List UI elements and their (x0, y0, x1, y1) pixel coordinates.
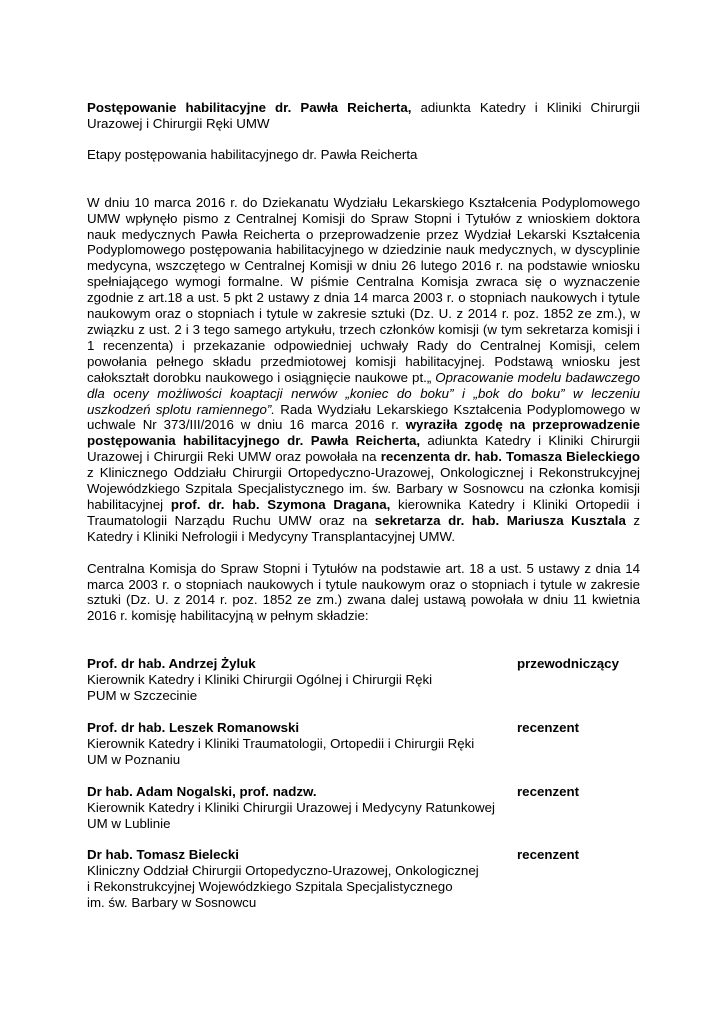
member-name: Dr hab. Tomasz Bielecki (87, 847, 239, 863)
p1-text-2: Rada Wydziału Lekarskiego Kształcenia Podyplomowego w uchwale Nr 373/III/2016 w dniu 16 marca 2016 r. (87, 401, 640, 433)
member-affiliation-line: i Rekonstrukcyjnej Wojewódzkiego Szpitala Specjalistycznego (87, 879, 453, 895)
p1-text-1: W dniu 10 marca 2016 r. do Dziekanatu Wydziału Lekarskiego Kształcenia Podyplomowego UMW wpłynęło pismo z Centralnej Komisji do Spraw Stopni i Tytułów z wnioskiem doktora nauk medycznych Pawła Reicherta o przeprowadzenie przez Wydział Lekarski Kształcenia Podyplomowego postępowania habilitacyjnego w dziedzinie nauk medycznych, w dyscyplinie medycyna, wszczętego w Centralnej Komisji w dniu 26 lutego 2016 r. na podstawie wniosku spełniającego wymogi formalne. W piśmie Centralna Komisja zwraca się o wyznaczenie zgodnie z art.18 a ust. 5 pkt 2 ustawy z dnia 14 marca 2003 r. o stopniach naukowych i tytule naukowym oraz o stopniach i tytule w zakresie sztuki (Dz. U. z 2014 r. poz. 1852 ze zm.), w związku z ust. 2 i 3 tego samego artykułu, trzech członków komisji (w tym sekretarza komisji i 1 recenzenta) i przekazanie odpowiedniej uchwały Rady do Centralnej Komisji, celem powołania pełnego składu przedmiotowej komisji habilitacyjnej. Podstawą wniosku jest całokształt dorobku naukowego i osiągnięcie naukowe pt.„ (87, 194, 640, 385)
member-name: Dr hab. Adam Nogalski, prof. nadzw. (87, 783, 317, 799)
p1-bold-member: prof. dr. hab. Szymona Dragana, (170, 496, 391, 512)
document-page (87, 100, 640, 927)
member-info (87, 720, 517, 768)
member-affiliation-line: Kierownik Katedry i Kliniki Traumatologii, Ortopedii i Chirurgii Ręki (87, 735, 475, 751)
member-info (87, 656, 517, 704)
member-role: recenzent (517, 783, 580, 799)
committee-member (87, 720, 640, 768)
title-bold: Postępowanie habilitacyjne dr. Pawła Reicherta, (87, 100, 412, 115)
p1-bold-secretary: sekretarza dr. hab. Mariusza Kusztala (374, 512, 626, 528)
member-affiliation-line: UM w Poznaniu (87, 751, 181, 767)
member-name: Prof. dr hab. Andrzej Żyluk (87, 656, 256, 672)
title-rest: adiunkta Katedry i Kliniki Chirurgii Urazowej i Chirurgii Ręki UMW (87, 100, 641, 131)
member-affiliation-line: Kierownik Katedry i Kliniki Chirurgii Urazowej i Medycyny Ratunkowej (87, 799, 495, 815)
p1-italic-title: Opracowanie modelu badawczego dla oceny możliwości koaptacji nerwów „koniec do boku” i „bok do boku” w leczeniu uszkodzeń splotu ramiennego”. (87, 369, 640, 417)
member-affiliation-line: Kierownik Katedry i Kliniki Chirurgii Ogólnej i Chirurgii Ręki (87, 672, 433, 688)
main-paragraph (87, 195, 640, 545)
member-role: recenzent (517, 720, 580, 735)
p1-bold-consent: wyraziła zgodę na przeprowadzenie postępowania habilitacyjnego dr. Pawła Reicherta, (87, 417, 640, 449)
committee-member (87, 784, 640, 832)
p1-bold-reviewer: recenzenta dr. hab. Tomasza Bieleckiego (380, 449, 640, 465)
document-title (87, 100, 640, 132)
member-name: Prof. dr hab. Leszek Romanowski (87, 720, 300, 735)
member-info (87, 784, 517, 832)
p1-text-6: z Katedry i Kliniki Nefrologii i Medycyny Transplantacyjnej UMW. (87, 512, 641, 544)
second-paragraph: Centralna Komisja do Spraw Stopni i Tytułów na podstawie art. 18 a ust. 5 ustawy z dnia 14 marca 2003 r. o stopniach naukowych i tytule naukowym oraz o stopniach i tytule w zakresie sztuki (Dz. U. z 2014 r. poz. 1852 ze zm.) zwana dalej ustawą powołała w dniu 11 kwietnia 2016 r. komisję habilitacyjną w pełnym składzie: (87, 560, 640, 624)
member-affiliation-line: im. św. Barbary w Sosnowcu (87, 895, 257, 911)
member-info (87, 847, 517, 911)
committee-member (87, 656, 640, 704)
committee-list (87, 656, 640, 911)
p1-text-4: z Klinicznego Oddziału Chirurgii Ortopedyczno-Urazowej, Onkologicznej i Rekonstrukcyjnej Wojewódzkiego Szpitala Specjalistycznego im. św. Barbary w Sosnowcu na członka komisji habilitacyjnej (87, 465, 640, 512)
member-affiliation-line: Kliniczny Oddział Chirurgii Ortopedyczno-Urazowej, Onkologicznej (87, 863, 479, 879)
stages-heading: Etapy postępowania habilitacyjnego dr. Pawła Reicherta (87, 146, 418, 162)
member-affiliation-line: UM w Lublinie (87, 815, 171, 831)
committee-member (87, 847, 640, 911)
member-role: recenzent (517, 847, 580, 863)
p1-text-3: adiunkta Katedry i Kliniki Chirurgii Urazowej i Chirurgii Reki UMW oraz powołała na (87, 433, 640, 465)
member-role: przewodniczący (517, 656, 619, 672)
p1-text-5: kierownika Katedry i Kliniki Ortopedii i Traumatologii Narządu Ruchu UMW oraz na (87, 496, 641, 528)
member-affiliation-line: PUM w Szczecinie (87, 688, 198, 704)
